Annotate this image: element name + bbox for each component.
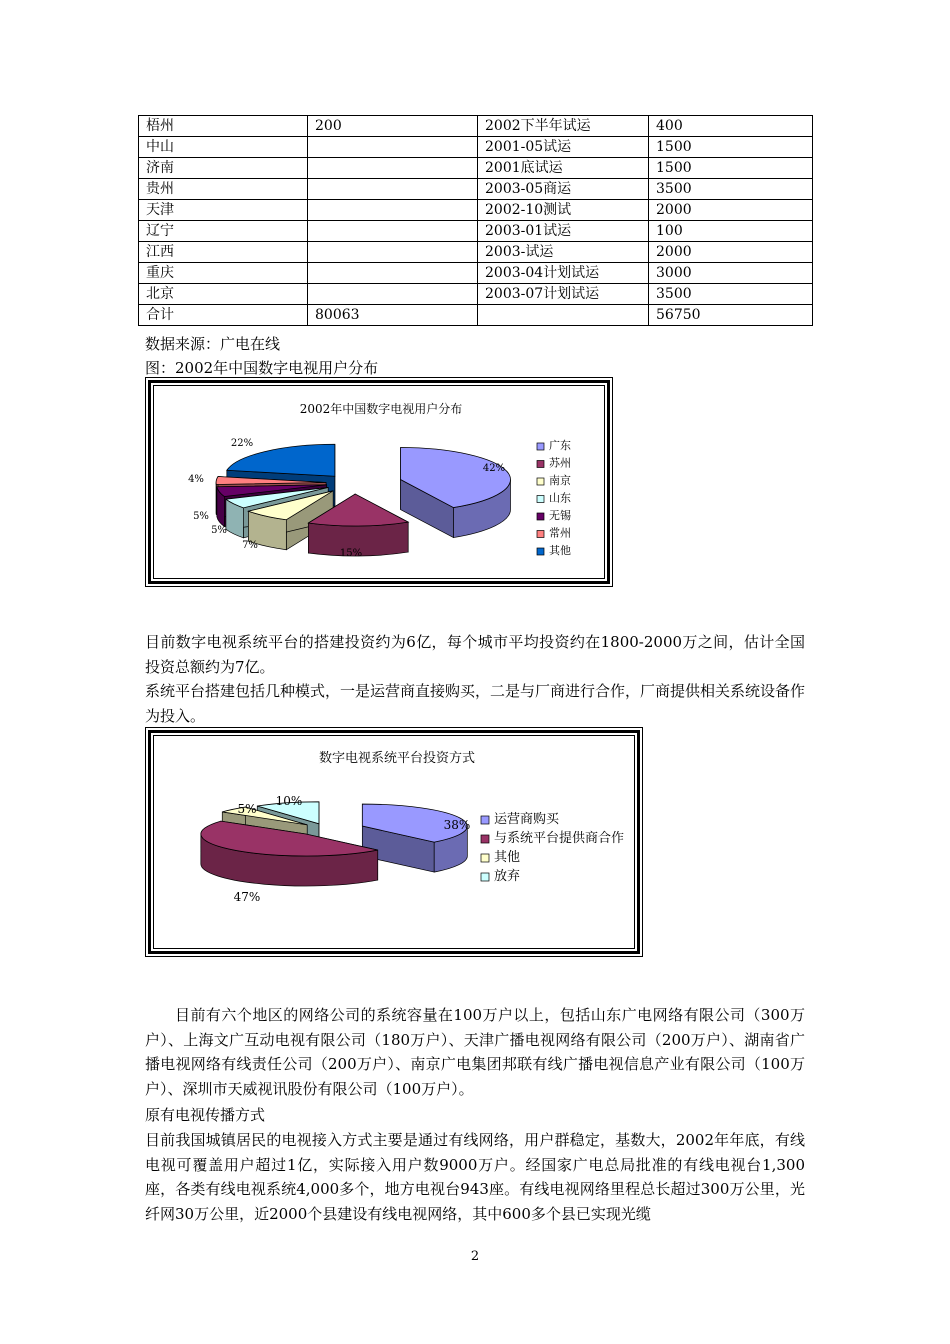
figure-caption: 图：2002年中国数字电视用户分布 bbox=[145, 359, 379, 377]
table-cell: 2000 bbox=[649, 200, 813, 221]
legend-swatch bbox=[537, 443, 544, 450]
table-cell: 贵州 bbox=[139, 179, 308, 200]
legend-label: 广东 bbox=[549, 439, 571, 452]
table-cell: 合计 bbox=[139, 305, 308, 326]
table-cell: 2003-01试运 bbox=[478, 221, 649, 242]
legend-swatch bbox=[537, 478, 544, 485]
legend-swatch bbox=[537, 531, 544, 538]
table-row bbox=[139, 263, 813, 284]
legend-label: 山东 bbox=[549, 491, 571, 505]
legend-swatch bbox=[481, 816, 489, 824]
table-cell: 2001底试运 bbox=[478, 158, 649, 179]
table-cell: 重庆 bbox=[139, 263, 308, 284]
table-row bbox=[139, 284, 813, 305]
pie-slice-其他 bbox=[227, 444, 335, 476]
table-cell: 3000 bbox=[649, 263, 813, 284]
table-cell: 2000 bbox=[649, 242, 813, 263]
table-cell: 2003-05商运 bbox=[478, 179, 649, 200]
chart-title: 数字电视系统平台投资方式 bbox=[318, 751, 476, 766]
legend-label: 与系统平台提供商合作 bbox=[494, 831, 625, 846]
paragraph-network-companies: 目前有六个地区的网络公司的系统容量在100万户以上，包括山东广电网络有限公司（300万户）、上海文广互动电视有限公司（180万户）、天津广播电视网络有限公司（200万户）、湖南省广播电视网络有线责任公司（200万户）、南京广电集团邦联有线广播电视信息产业有限公司（100万户）、深圳市天威视讯股份有限公司（100万户）。 bbox=[145, 1006, 805, 1098]
pie-label: 38% bbox=[443, 818, 471, 832]
legend-swatch bbox=[481, 854, 489, 862]
table-cell: 56750 bbox=[649, 305, 813, 326]
table-cell: 梧州 bbox=[139, 116, 308, 137]
paragraph-investment-2: 系统平台搭建包括几种模式，一是运营商直接购买，二是与厂商进行合作，厂商提供相关系统设备作为投入。 bbox=[145, 682, 806, 725]
pie-label: 4% bbox=[188, 474, 204, 485]
pie-label: 15% bbox=[339, 548, 363, 559]
table-cell: 江西 bbox=[139, 242, 308, 263]
table-cell bbox=[308, 221, 478, 242]
legend-swatch bbox=[481, 873, 489, 881]
table-cell: 1500 bbox=[649, 158, 813, 179]
table-cell bbox=[308, 137, 478, 158]
legend-swatch bbox=[537, 496, 544, 503]
table-row bbox=[139, 305, 813, 326]
legend-label: 其他 bbox=[549, 544, 571, 557]
pie-label: 22% bbox=[230, 438, 254, 449]
table-row bbox=[139, 221, 813, 242]
chart-frame-investment-mode bbox=[145, 727, 643, 957]
table-cell: 200 bbox=[308, 116, 478, 137]
pie-label: 47% bbox=[233, 890, 261, 904]
table-cell: 中山 bbox=[139, 137, 308, 158]
chart-title: 2002年中国数字电视用户分布 bbox=[299, 402, 463, 416]
table-cell: 辽宁 bbox=[139, 221, 308, 242]
legend-label: 南京 bbox=[549, 474, 571, 487]
table-cell bbox=[308, 158, 478, 179]
table-cell: 2003-07计划试运 bbox=[478, 284, 649, 305]
pie-label: 5% bbox=[211, 525, 227, 536]
table-cell bbox=[478, 305, 649, 326]
table-row bbox=[139, 200, 813, 221]
legend-label: 放弃 bbox=[494, 869, 521, 884]
pie-label: 7% bbox=[242, 540, 258, 551]
page-number: 2 bbox=[470, 1249, 480, 1264]
paragraph-investment-1: 目前数字电视系统平台的搭建投资约为6亿，每个城市平均投资约在1800-2000万之间，估计全国投资总额约为7亿。 bbox=[145, 633, 805, 676]
table-cell: 2003-04计划试运 bbox=[478, 263, 649, 284]
table-cell: 80063 bbox=[308, 305, 478, 326]
table-cell bbox=[308, 263, 478, 284]
table-cell: 3500 bbox=[649, 179, 813, 200]
table-cell: 1500 bbox=[649, 137, 813, 158]
table-cell bbox=[308, 179, 478, 200]
legend-swatch bbox=[481, 835, 489, 843]
section-heading: 原有电视传播方式 bbox=[145, 1106, 266, 1124]
table-row bbox=[139, 137, 813, 158]
legend-label: 苏州 bbox=[549, 456, 571, 470]
table-cell: 2003-试运 bbox=[478, 242, 649, 263]
table-cell: 北京 bbox=[139, 284, 308, 305]
table-cell bbox=[308, 242, 478, 263]
pie-label: 5% bbox=[193, 511, 209, 522]
deployment-table bbox=[138, 115, 813, 326]
table-cell bbox=[308, 200, 478, 221]
paragraph-investment bbox=[145, 630, 805, 728]
table-cell: 2002下半年试运 bbox=[478, 116, 649, 137]
table-row bbox=[139, 179, 813, 200]
table-row bbox=[139, 242, 813, 263]
pie-label: 10% bbox=[275, 794, 303, 808]
table-cell: 100 bbox=[649, 221, 813, 242]
legend-swatch bbox=[537, 548, 544, 555]
legend-swatch bbox=[537, 461, 544, 468]
table-row bbox=[139, 116, 813, 137]
table-cell: 济南 bbox=[139, 158, 308, 179]
table-cell: 3500 bbox=[649, 284, 813, 305]
table-row bbox=[139, 158, 813, 179]
table-cell bbox=[308, 284, 478, 305]
table-cell: 2001-05试运 bbox=[478, 137, 649, 158]
pie-label: 5% bbox=[237, 802, 257, 816]
table-cell: 天津 bbox=[139, 200, 308, 221]
chart-frame-user-distribution bbox=[145, 377, 613, 587]
source-note: 数据来源：广电在线 bbox=[145, 335, 281, 353]
user-distribution-pie-chart bbox=[149, 381, 609, 583]
legend-swatch bbox=[537, 513, 544, 520]
table-cell: 2002-10测试 bbox=[478, 200, 649, 221]
legend-label: 运营商购买 bbox=[494, 812, 560, 827]
investment-mode-pie-chart bbox=[149, 731, 639, 953]
legend-label: 常州 bbox=[549, 526, 571, 540]
legend-label: 无锡 bbox=[549, 509, 571, 522]
paragraph-cable-tv: 目前我国城镇居民的电视接入方式主要是通过有线网络，用户群稳定，基数大，2002年年底，有线电视可覆盖用户超过1亿，实际接入用户数9000万户。经国家广电总局批准的有线电视台1,300座，各类有线电视系统4,000多个，地方电视台943座。有线电视网络里程总长超过300万公里，光纤网30万公里，近2000个县建设有线电视网络，其中600多个县已实现光缆 bbox=[145, 1131, 805, 1223]
table-cell: 400 bbox=[649, 116, 813, 137]
legend-label: 其他 bbox=[494, 850, 521, 865]
pie-label: 42% bbox=[482, 463, 506, 474]
